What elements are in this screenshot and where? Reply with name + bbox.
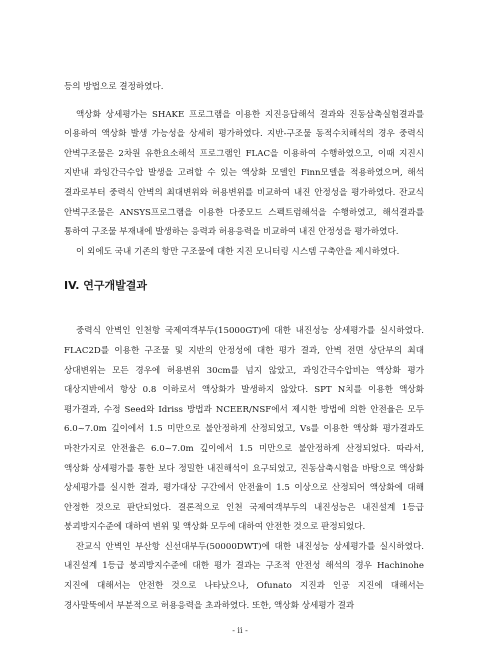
paragraph-incheon-results: 중력식 안벽인 인천항 국제여객부두(15000GT)에 대한 내진성능 상세평가를 실시하였다. FLAC2D를 이용한 구조물 및 지반의 안정성에 대한 평가 결과, 안벽 전면 상단부의 최대 상대변위는 모든 경우에 허용변위 30cm를 넘지 않았고, 과잉간극수압비는 액상화 평가 대상지반에서 항상 0.8 이하로서 액상화가 발생하지 않았다. SPT N치를 이용한 액상화 평가결과, 수정 Seed와 Idriss 방법과 NCEER/NSF에서 제시한 방법에 의한 안전율은 모두 6.0~7.0m 깊이에서 1.5 미만으로 불안정하게 산정되었고, Vs를 이용한 액상화 평가결과도 마찬가지로 안전율은 6.0~7.0m 깊이에서 1.5 미만으로 불안정하게 산정되었다. 따라서, 액상화 상세평가를 통한 보다 정밀한 내진해석이 요구되었고, 진동삼축시험을 바탕으로 액상화 상세평가를 실시한 결과, 평가대상 구간에서 안전율이 1.5 이상으로 산정되어 액상화에 대해 안정한 것으로 판단되었다. 결론적으로 인천 국제여객부두의 내진성능은 내진설계 1등급 붕괴방지수준에 대하여 변위 및 액상화 모두에 대하여 안전한 것으로 판정되었다. <box>64 326 424 533</box>
paragraph-liquefaction-detail: 액상화 상세평가는 SHAKE 프로그램을 이용한 지진응답해석 결과와 진동삼축실험결과를 이용하여 액상화 발생 가능성을 상세히 평가하였다. 지반-구조물 동적수치해석의 경우 중력식 안벽구조물은 2차원 유한요소해석 프로그램인 FLAC을 이용하여 수행하였으고, 이때 지진시 지반내 과잉간극수압 발생을 고려할 수 있는 액상화 모델인 Finn모델을 적용하였으며, 해석 결과로부터 중력식 안벽의 최대변위와 허용변위를 비교하여 내진 안정성을 평가하였다. 잔교식 안벽구조물은 ANSYS프로그램을 이용한 다중모드 스펙트럼해석을 수행하였고, 해석결과를 통하여 구조물 부재내에 발생하는 응력과 허용응력을 비교하여 내진 안정성을 평가하였다. <box>64 109 424 238</box>
page-number: - ii - <box>232 626 248 635</box>
paragraph-monitoring: 이 외에도 국내 기존의 항만 구조물에 대한 지진 모니터링 시스템 구축안을 제시하였다. <box>76 246 400 257</box>
paragraph-busan-results: 잔교식 안벽인 부산항 신선대부두(50000DWT)에 대한 내진성능 상세평가를 실시하였다. 내진설계 1등급 붕괴방지수준에 대한 평가 결과는 구조적 안전성 해석의 경우 Hachinohe 지진에 대해서는 안전한 것으로 나타났으나, Ofunato 지진과 인공 지진에 대해서는 경사말뚝에서 부분적으로 허용응력을 초과하였다. 또한, 액상화 상세평가 결과 <box>64 541 424 611</box>
paragraph-continuation: 등의 방법으로 결정하였다. <box>64 82 164 92</box>
section-heading: IV. 연구개발결과 <box>64 279 147 293</box>
spacer <box>64 98 424 106</box>
